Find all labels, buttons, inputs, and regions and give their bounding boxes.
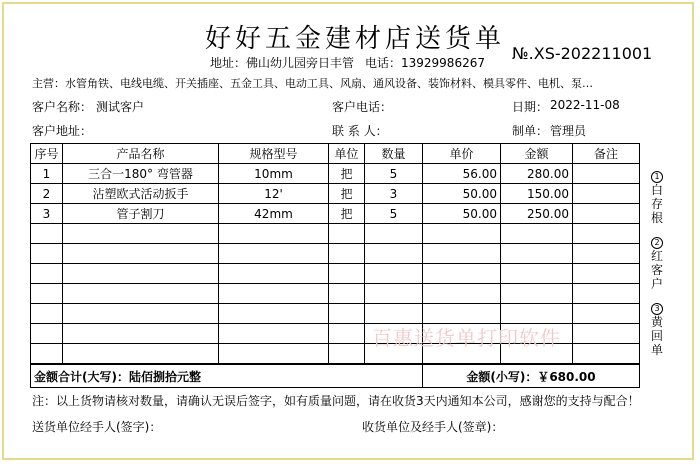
- side-note-text: 红客户: [650, 249, 663, 291]
- header-qty: 数量: [365, 144, 423, 164]
- cell-unit: 把: [329, 184, 365, 204]
- cell-unit: 把: [329, 164, 365, 184]
- header-product: 产品名称: [63, 144, 219, 164]
- side-note-text: 白存根: [650, 183, 663, 225]
- maker-value: 管理员: [550, 124, 587, 138]
- date-value: 2022-11-08: [550, 98, 620, 112]
- side-note-number: 2: [651, 237, 663, 249]
- shop-address: 地址：佛山幼儿园旁日丰管: [210, 56, 355, 70]
- table-header-row: [31, 144, 640, 164]
- side-note-number: 1: [651, 171, 663, 183]
- items-table: [30, 143, 640, 388]
- contact-label: 联 系 人：: [332, 124, 388, 138]
- maker-label: 制单：: [512, 124, 549, 138]
- cell-index: 2: [31, 184, 63, 204]
- cell-amount: 150.00: [501, 184, 573, 204]
- header-amount: 金额: [501, 144, 573, 164]
- table-row: [31, 184, 640, 204]
- cell-qty: 5: [365, 164, 423, 184]
- cell-qty: 3: [365, 184, 423, 204]
- customer-name-value: 测试客户: [96, 100, 145, 114]
- side-note-number: 3: [651, 303, 663, 315]
- receiver-signature: 收货单位及经手人(签章)：: [362, 420, 504, 434]
- cell-amount: 280.00: [501, 164, 573, 184]
- total-lower: 金额(小写)：￥680.00: [423, 364, 640, 388]
- side-note-text: 黄回单: [650, 315, 663, 357]
- cell-product: 三合一180° 弯管器: [63, 164, 219, 184]
- cell-product: 管子割刀: [63, 204, 219, 224]
- header-index: 序号: [31, 144, 63, 164]
- cell-price: 50.00: [423, 204, 501, 224]
- cell-price: 56.00: [423, 164, 501, 184]
- shop-phone: 电话：13929986267: [365, 56, 485, 70]
- cell-qty: 5: [365, 204, 423, 224]
- document-title: 好好五金建材店送货单: [205, 24, 506, 54]
- customer-phone-label: 客户电话：: [332, 100, 393, 114]
- footer-note: 注：以上货物请核对数量，请确认无误后签字，如有质量问题，请在收货3天内通知本公司，感谢您的支持与配合！: [32, 394, 640, 408]
- total-upper: 金额合计(大写)：陆佰捌拾元整: [31, 364, 423, 388]
- cell-remark: [573, 184, 640, 204]
- side-note-white: [650, 168, 664, 225]
- empty-row: [31, 224, 640, 244]
- empty-row: [31, 284, 640, 304]
- customer-name-label: 客户名称：: [32, 100, 93, 114]
- header-unit: 单位: [329, 144, 365, 164]
- header-remark: 备注: [573, 144, 640, 164]
- table-row: [31, 204, 640, 224]
- header-spec: 规格型号: [219, 144, 329, 164]
- table-row: [31, 164, 640, 184]
- cell-remark: [573, 204, 640, 224]
- cell-product: 沾塑欧式活动扳手: [63, 184, 219, 204]
- empty-row: [31, 304, 640, 324]
- cell-amount: 250.00: [501, 204, 573, 224]
- empty-row: [31, 244, 640, 264]
- cell-spec: 12': [219, 184, 329, 204]
- document-number: №.XS-202211001: [512, 44, 653, 63]
- watermark: 百惠送货单打印软件: [372, 326, 561, 350]
- cell-index: 1: [31, 164, 63, 184]
- date-label: 日期：: [512, 100, 549, 114]
- cell-spec: 42mm: [219, 204, 329, 224]
- business-scope: 主营：水管角铁、电线电缆、开关插座、五金工具、电动工具、风扇、通风设备、装饰材料、模具零件、电机、泵…: [32, 77, 593, 90]
- total-row: [31, 364, 640, 388]
- cell-index: 3: [31, 204, 63, 224]
- header-price: 单价: [423, 144, 501, 164]
- side-note-red: [650, 234, 664, 291]
- sender-signature: 送货单位经手人(签字)：: [32, 420, 162, 434]
- customer-address-label: 客户地址：: [32, 124, 93, 138]
- cell-remark: [573, 164, 640, 184]
- cell-unit: 把: [329, 204, 365, 224]
- side-note-yellow: [650, 300, 664, 357]
- cell-spec: 10mm: [219, 164, 329, 184]
- cell-price: 50.00: [423, 184, 501, 204]
- empty-row: [31, 264, 640, 284]
